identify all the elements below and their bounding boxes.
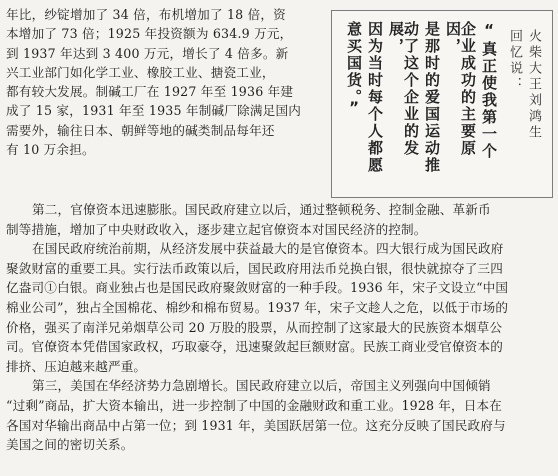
quote-column: “真正使我第一个 (480, 21, 498, 160)
text-line: 司。官僚资本凭借国家政权，巧取豪夺，迅速聚敛起巨额财富。民族工商业受官僚资本的 (6, 339, 504, 355)
quote-column: 动了这个企业的发展， (387, 21, 420, 157)
attribution-column: 回忆说： (507, 29, 522, 93)
text-line: 成了 15 家，1931 年至 1935 年制碱厂除满足国内 (6, 103, 302, 119)
quote-column: 意买国货。” (345, 21, 363, 119)
quote-sidebar (331, 10, 553, 198)
text-line: 聚敛财富的重要工具。实行法币政策以后，国民政府用法币兑换白银，很快就掠夺了三四 (6, 260, 504, 276)
text-line: 本增加了 73 倍；1925 年投资额为 634.9 万元， (6, 26, 293, 42)
text-line: 价格，强买了南洋兄弟烟草公司 20 万股的股票，从而控制了这家最大的民族资本烟草公 (6, 319, 503, 335)
text-line: 兴工业部门如化学工业、橡胶工业、搪瓷工业， (6, 64, 275, 80)
quote-attribution (508, 29, 540, 141)
text-line: 到 1937 年达到 3 400 万元，增长了 4 倍多。新 (6, 45, 289, 61)
paragraph-first-line: 在国民政府统治前期，从经济发展中获益最大的是官僚资本。四大银行成为国民政府 (32, 241, 504, 257)
text-line: 都有较大发展。制碱工厂在 1927 年至 1936 年建 (6, 84, 294, 100)
text-line: 需要外，输往日本、朝鲜等地的碱类制品每年还 (6, 122, 275, 138)
paragraph-first-line: 第二，官僚资本迅速膨胀。国民政府建立以后，通过整顿税务、控制金融、革新币 (32, 202, 491, 217)
text-line: 制等措施，增加了中央财政收入，逐步建立起官僚资本对国民经济的控制。 (6, 221, 427, 237)
text-line: “过剩”商品，扩大资本输出，进一步控制了中国的金融财政和重工业。1928 年，日本在 (6, 397, 503, 413)
attribution-column: 火柴大王刘鸿生 (526, 29, 541, 141)
quote-column: 企业成功的主要原因， (444, 21, 477, 157)
quote-column: 因为当时每个人都愿 (366, 21, 384, 174)
text-line: 亿盎司①白银。商业独占也是国民政府聚敛财富的一种手段。1936 年，宋子文设立“中国 (6, 280, 509, 296)
quote-text (346, 21, 496, 189)
text-line: 年比，纱锭增加了 34 倍，布机增加了 18 倍，资 (6, 7, 286, 22)
text-line: 各国对华输出商品中占第一位；到 1931 年，美国跃居第一位。这充分反映了国民政府与 (6, 417, 506, 433)
paragraph-first-line: 第三，美国在华经济势力急剧增长。国民政府建立以后，帝国主义列强向中国倾销 (32, 378, 491, 394)
quote-column: 是那时的爱国运动推 (423, 21, 441, 174)
text-line: 棉业公司”，独占全国棉花、棉纱和棉布贸易。1937 年，宋子文趁人之危，以低于市场的 (6, 299, 509, 315)
main-body (6, 200, 554, 455)
opening-paragraph (6, 5, 324, 159)
text-line: 美国之间的密切关系。 (6, 437, 134, 453)
text-line: 排挤、压迫越来越严重。 (6, 358, 147, 374)
text-line: 有 10 万余担。 (6, 142, 95, 158)
